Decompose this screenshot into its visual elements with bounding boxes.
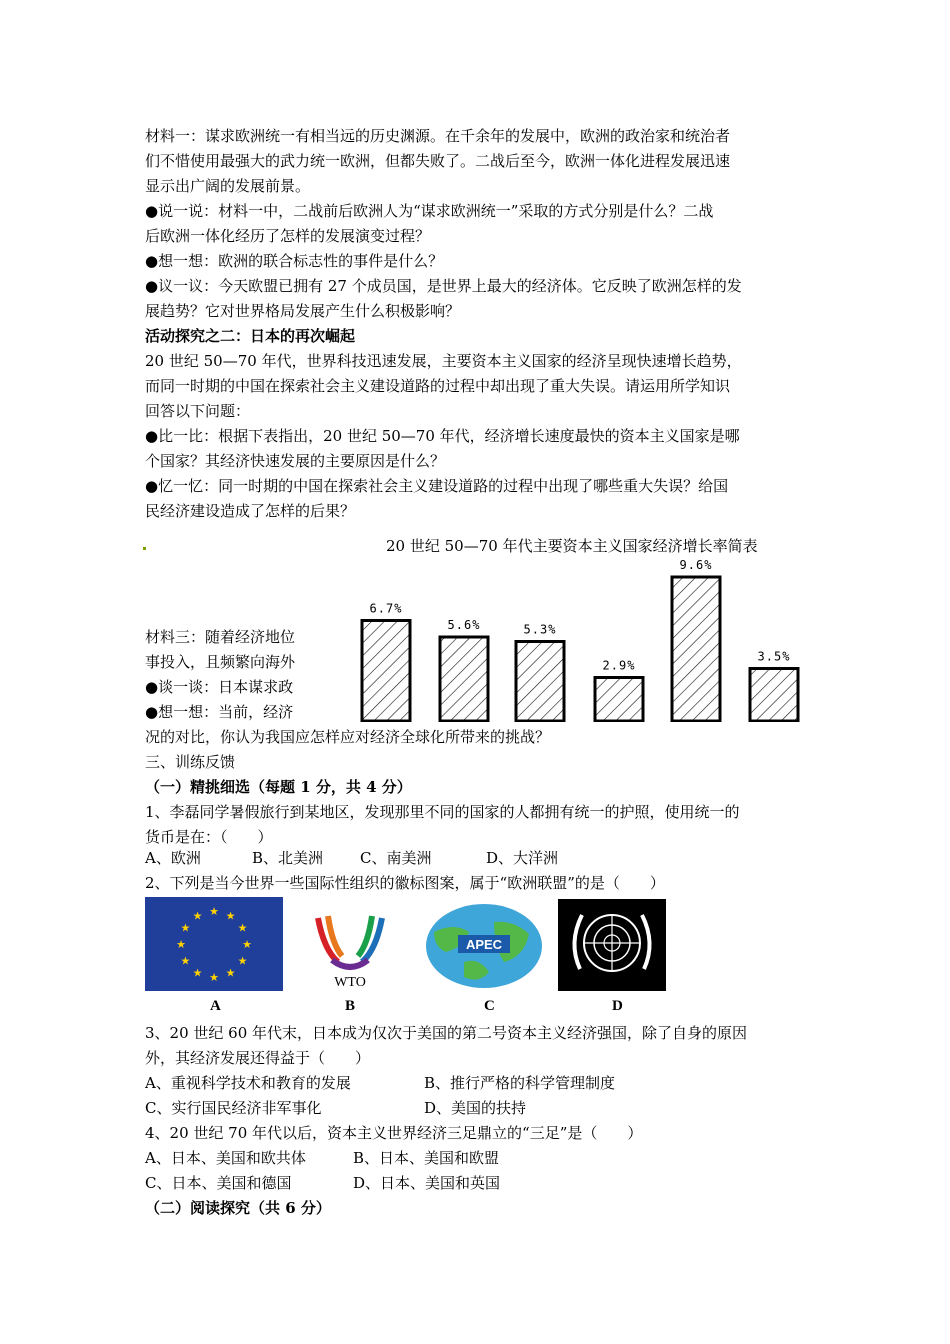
- option-label-d: D: [612, 998, 623, 1014]
- bar-value-label: 5.3%: [523, 622, 557, 637]
- text-line-partial: ●谈一谈：日本谋求政: [145, 678, 294, 696]
- star-icon: ★: [237, 921, 248, 935]
- q1-option: B、北美洲: [252, 849, 324, 867]
- star-icon: ★: [237, 954, 248, 968]
- q3-option: C、实行国民经济非军事化: [145, 1099, 322, 1117]
- q4-option: B、日本、美国和欧盟: [353, 1149, 500, 1167]
- bar-value-label: 3.5%: [757, 649, 791, 664]
- bar: [595, 678, 643, 722]
- q1-option: C、南美洲: [360, 849, 432, 867]
- bar: [750, 669, 798, 722]
- star-icon: ★: [225, 966, 236, 980]
- un-logo[interactable]: [558, 899, 666, 991]
- text-line: 回答以下问题：: [145, 402, 251, 420]
- text-line: 后欧洲一体化经历了怎样的发展演变过程？: [145, 227, 431, 245]
- star-icon: ★: [176, 938, 186, 951]
- q4-option: C、日本、美国和德国: [145, 1174, 292, 1192]
- wto-logo[interactable]: [310, 900, 390, 992]
- text-line-partial: 材料三：随着经济地位: [145, 628, 296, 646]
- apec-text: APEC: [465, 937, 503, 952]
- text-line: 1、李磊同学暑假旅行到某地区，发现那里不同的国家的人都拥有统一的护照，使用统一的: [145, 803, 740, 821]
- text-line: 个国家？其经济快速发展的主要原因是什么？: [145, 452, 446, 470]
- growth-bar-chart: [322, 556, 812, 722]
- option-label-b: B: [345, 998, 356, 1014]
- text-line: 货币是在：（ ）: [145, 828, 273, 846]
- text-line: ●议一议：今天欧盟已拥有 27 个成员国，是世界上最大的经济体。它反映了欧洲怎样的发: [145, 277, 742, 295]
- text-line: 们不惜使用最强大的武力统一欧洲，但都失败了。二战后至今，欧洲一体化进程发展迅速: [145, 152, 731, 170]
- q1-option: A、欧洲: [145, 849, 201, 867]
- text-line: ●比一比：根据下表指出，20 世纪 50—70 年代，经济增长速度最快的资本主义国家是哪: [145, 427, 740, 445]
- bar-value-label: 2.9%: [602, 658, 636, 673]
- q3-option: D、美国的扶持: [424, 1099, 527, 1117]
- text-line: ●忆一忆：同一时期的中国在探索社会主义建设道路的过程中出现了哪些重大失误？给国: [145, 477, 729, 495]
- text-line: 活动探究之二：日本的再次崛起: [145, 327, 356, 345]
- text-line-partial: ●想一想：当前，经济: [145, 703, 294, 721]
- option-label-c: C: [484, 998, 495, 1014]
- text-line-partial: 事投入，且频繁向海外: [145, 653, 296, 671]
- section-heading: （二）阅读探究（共 6 分）: [145, 1199, 331, 1217]
- text-line: ●说一说：材料一中，二战前后欧洲人为“谋求欧洲统一”采取的方式分别是什么？二战: [145, 202, 714, 220]
- eu-flag-logo[interactable]: [145, 897, 283, 991]
- q4-option: D、日本、美国和英国: [353, 1174, 501, 1192]
- text-line: 三、训练反馈: [145, 753, 236, 771]
- text-line: 20 世纪 50—70 年代，世界科技迅速发展，主要资本主义国家的经济呈现快速增长趋势，: [145, 352, 742, 370]
- star-icon: ★: [209, 971, 219, 984]
- text-line: ●想一想：欧洲的联合标志性的事件是什么？: [145, 252, 444, 270]
- stray-dot: [143, 547, 146, 550]
- bar-value-label: 6.7%: [369, 601, 403, 616]
- q4-option: A、日本、美国和欧共体: [145, 1149, 306, 1167]
- star-icon: ★: [192, 909, 203, 923]
- bar-value-label: 9.6%: [679, 558, 713, 572]
- wto-text: WTO: [334, 975, 366, 990]
- option-label-a: A: [210, 998, 221, 1014]
- q3-text: 3、20 世纪 60 年代末，日本成为仅次于美国的第二号资本主义经济强国，除了自身的原因: [145, 1024, 748, 1042]
- star-icon: ★: [225, 909, 236, 923]
- text-line: 显示出广阔的发展前景。: [145, 177, 311, 195]
- text-line: 而同一时期的中国在探索社会主义建设道路的过程中却出现了重大失误。请运用所学知识: [145, 377, 731, 395]
- q4-text: 4、20 世纪 70 年代以后，资本主义世界经济三足鼎立的“三足”是（ ）: [145, 1124, 643, 1142]
- q2-text: 2、下列是当今世界一些国际性组织的徽标图案，属于“欧洲联盟”的是（ ）: [145, 874, 665, 892]
- star-icon: ★: [180, 954, 191, 968]
- q3-option: A、重视科学技术和教育的发展: [145, 1074, 351, 1092]
- bar: [516, 642, 564, 722]
- star-icon: ★: [180, 921, 191, 935]
- text-line: （一）精挑细选（每题 1 分，共 4 分）: [145, 778, 412, 796]
- text-line: 材料一：谋求欧洲统一有相当远的历史渊源。在千余年的发展中，欧洲的政治家和统治者: [145, 127, 731, 145]
- bar: [440, 637, 488, 721]
- q1-option: D、大洋洲: [486, 849, 559, 867]
- text-line: 况的对比，你认为我国应怎样应对经济全球化所带来的挑战？: [145, 728, 551, 746]
- q3-text: 外，其经济发展还得益于（ ）: [145, 1049, 371, 1067]
- star-icon: ★: [209, 905, 219, 918]
- chart-title: 20 世纪 50—70 年代主要资本主义国家经济增长率简表: [386, 537, 758, 555]
- q3-option: B、推行严格的科学管理制度: [424, 1074, 616, 1092]
- star-icon: ★: [192, 966, 203, 980]
- bar-value-label: 5.6%: [447, 618, 481, 632]
- bar: [672, 577, 720, 721]
- text-line: 展趋势？它对世界格局发展产生什么积极影响？: [145, 302, 461, 320]
- text-line: 民经济建设造成了怎样的后果？: [145, 502, 356, 520]
- star-icon: ★: [242, 938, 252, 951]
- bar: [362, 621, 410, 722]
- apec-logo[interactable]: [424, 902, 544, 990]
